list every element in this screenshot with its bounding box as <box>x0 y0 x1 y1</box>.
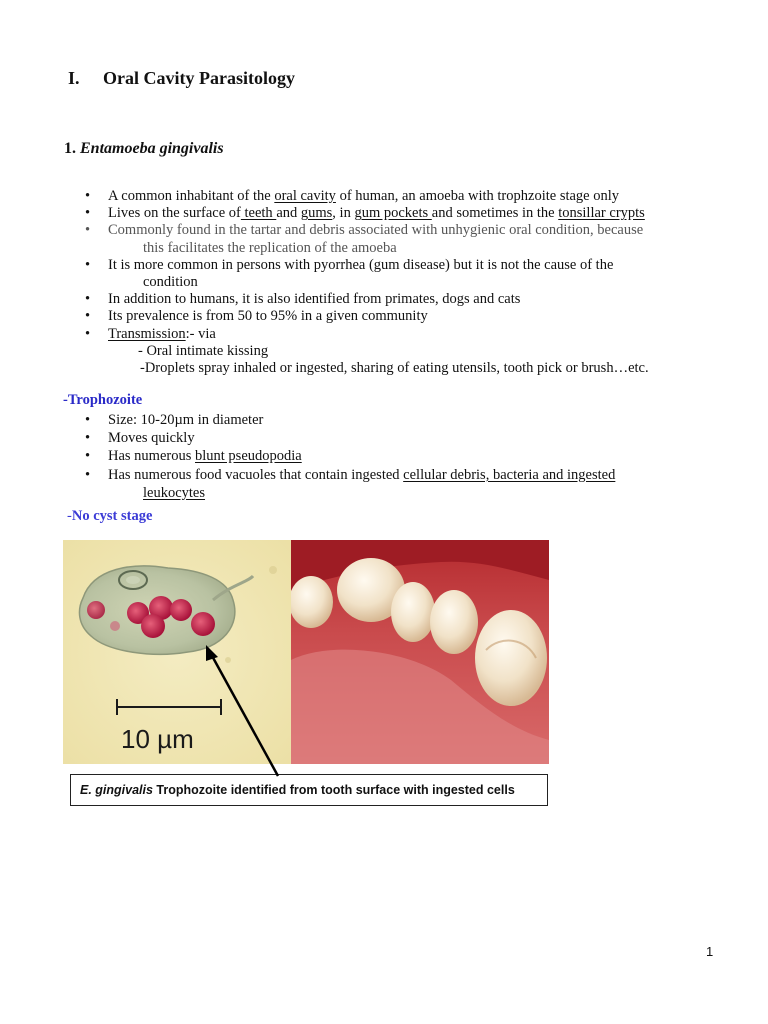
bullet-icon: • <box>85 430 91 447</box>
bullet-icon: • <box>85 205 91 222</box>
page-number: 1 <box>706 944 714 959</box>
bullet-item: • It is more common in persons with pyorrhea (gum disease) but it is not the cause of the <box>85 256 614 273</box>
bullet-icon: • <box>85 325 91 342</box>
subsection-number: 1. <box>64 140 76 157</box>
bullet-icon: • <box>85 466 91 483</box>
bullet-item: • Has numerous blunt pseudopodia <box>85 448 302 465</box>
bullet-continuation: condition <box>143 274 198 291</box>
teeth-image <box>291 540 549 764</box>
description-bullet-list <box>0 188 768 377</box>
bullet-item: • Lives on the surface of teeth and gums, in gum pockets and sometimes in the tonsillar crypts <box>85 205 645 222</box>
section-number: I. <box>68 68 80 88</box>
bullet-item: • Has numerous food vacuoles that contain ingested cellular debris, bacteria and ingested <box>85 466 616 483</box>
teeth-photo <box>291 540 549 764</box>
subsection-heading <box>64 140 224 158</box>
bullet-item: • Commonly found in the tartar and debris associated with unhygienic oral condition, because <box>85 222 644 239</box>
bullet-continuation: this facilitates the replication of the amoeba <box>143 239 397 256</box>
bullet-icon: • <box>85 291 91 308</box>
section-heading <box>68 68 295 89</box>
scale-bar-label: 10 µm <box>121 724 194 754</box>
bullet-item: • Moves quickly <box>85 430 195 447</box>
no-cyst-note: -No cyst stage <box>67 508 153 524</box>
bullet-icon: • <box>85 256 91 273</box>
section-title: Oral Cavity Parasitology <box>103 68 295 88</box>
bullet-icon: • <box>85 412 91 428</box>
organism-name: Entamoeba gingivalis <box>80 140 224 157</box>
bullet-continuation: leukocytes <box>143 484 206 501</box>
figure-caption: E. gingivalis Trophozoite identified from tooth surface with ingested cells <box>70 774 548 806</box>
bullet-item: • Transmission:- via <box>85 325 216 342</box>
transmission-route: - Oral intimate kissing <box>138 342 269 359</box>
bullet-icon: • <box>85 308 91 325</box>
transmission-route: -Droplets spray inhaled or ingested, sharing of eating utensils, tooth pick or brush…etc. <box>140 360 649 377</box>
bullet-icon: • <box>85 448 91 465</box>
bullet-item: • Size: 10-20µm in diameter <box>85 412 264 428</box>
bullet-item: • Its prevalence is from 50 to 95% in a given community <box>85 308 428 325</box>
bullet-item: • A common inhabitant of the oral cavity of human, an amoeba with trophzoite stage only <box>85 188 620 204</box>
bullet-icon: • <box>85 188 91 204</box>
trophozoite-bullet-list <box>0 411 768 502</box>
trophozoite-heading: -Trophozoite <box>63 392 143 408</box>
micrograph-image <box>63 540 291 764</box>
bullet-icon: • <box>85 222 91 239</box>
bullet-item: • In addition to humans, it is also identified from primates, dogs and cats <box>85 291 521 308</box>
trophozoite-micrograph <box>63 540 291 764</box>
